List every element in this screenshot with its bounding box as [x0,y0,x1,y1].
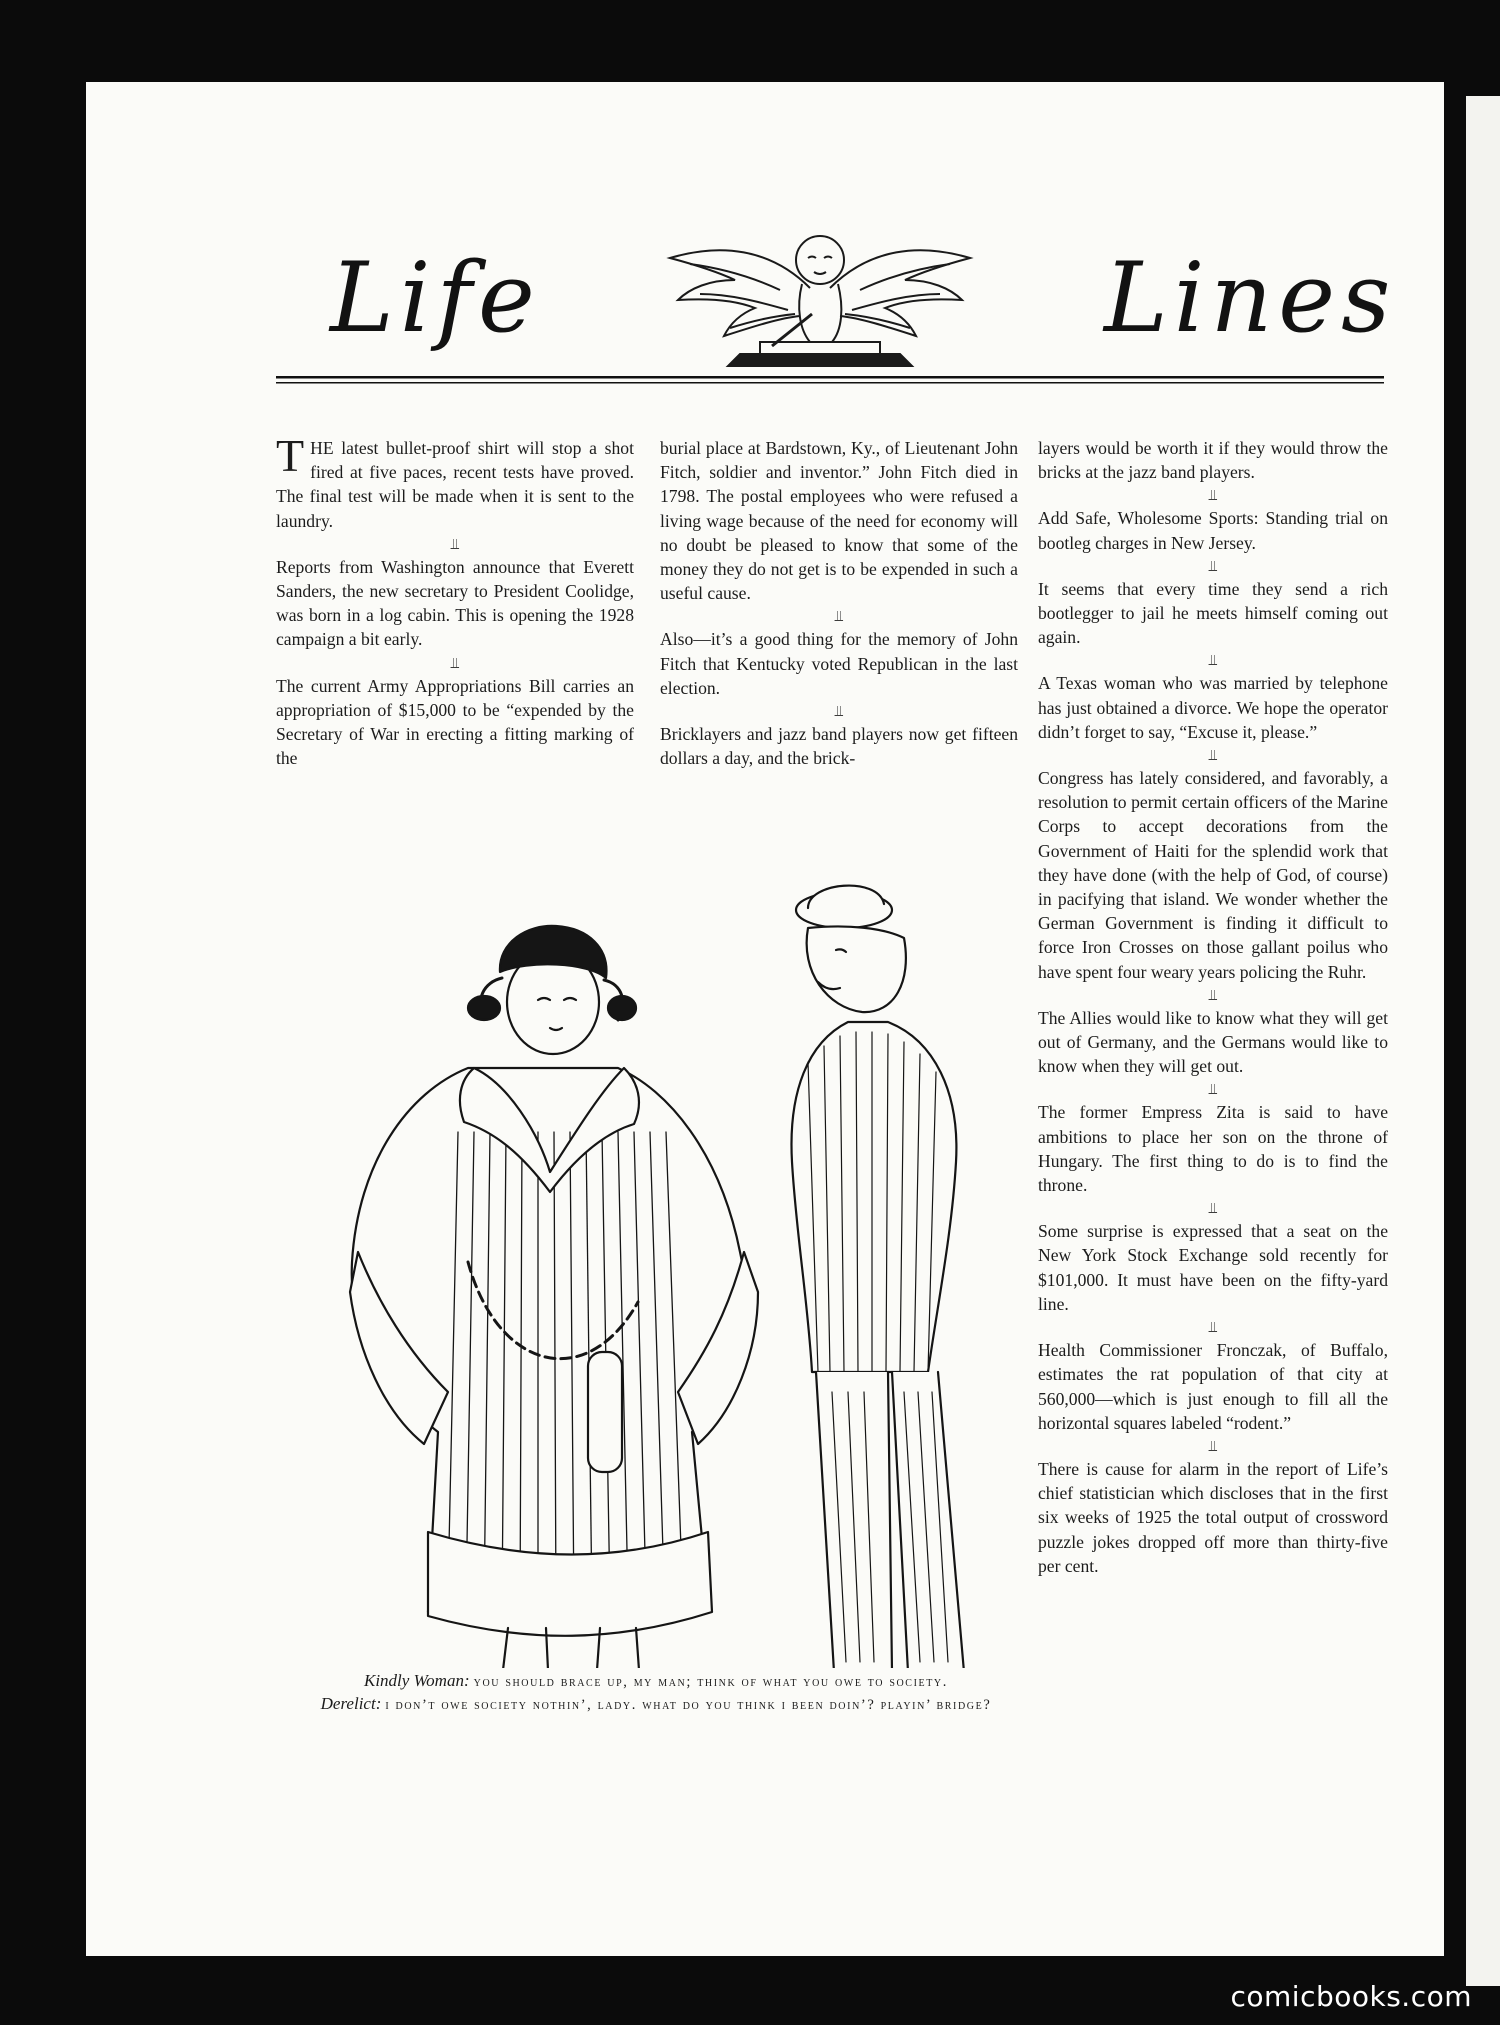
masthead-right-word: Lines [1104,242,1397,354]
item-paragraph: Health Commissioner Fronczak, of Buffalo, estimates the rat population of that city at 560,000—which is just enough to fill all the horizontal squares labeled “rodent.” [1038,1340,1388,1433]
adjacent-page-edge [1466,96,1500,1986]
item-paragraph: THE latest bullet-proof shirt will stop a shot fired at five paces, recent tests have proved. The final test will be made when it is sent to the laundry. [276,430,634,531]
item-separator: ⫫ [1208,1199,1218,1218]
item-separator: ⫫ [1208,746,1218,765]
masthead-left-word: Life [330,242,541,354]
item-paragraph: The current Army Appropriations Bill carries an appropriation of $15,000 to be “expended by the Secretary of War in erecting a fitting marking of the [276,675,634,769]
cartoon-caption [288,1670,1024,1716]
item-paragraph: layers would be worth it if they would throw the bricks at the jazz band players. [1038,438,1388,483]
item-separator: ⫫ [450,534,460,553]
text-column-3 [1038,436,1388,1578]
item-separator: ⫫ [1208,985,1218,1004]
item-paragraph: It seems that every time they send a rich bootlegger to jail he meets himself coming out again. [1038,578,1388,648]
cherub-emblem [660,218,980,378]
item-separator: ⫫ [1208,1080,1218,1099]
item-paragraph: Some surprise is expressed that a seat on the New York Stock Exchange sold recently for $101,000. It must have been on the fifty-yard line. [1038,1221,1388,1314]
item-paragraph: The former Empress Zita is said to have ambitions to place her son on the throne of Hungary. The first thing to do is to find the throne. [1038,1102,1388,1196]
item-paragraph: burial place at Bardstown, Ky., of Lieutenant John Fitch, soldier and inventor.” John Fitch died in 1798. The postal employees who were refused a living wage because of the need for economy will no doubt be pleased to know that some of the money they do not get is to be expended in such a useful cause. [660,438,1018,604]
cartoon-illustration [288,832,1024,1668]
item-separator: ⫫ [450,653,460,672]
item-separator: ⫫ [1208,1318,1218,1337]
drop-cap: T [276,430,305,481]
item-separator: ⫫ [834,702,844,721]
caption-speech: you should brace up, my man; think of what you owe to society. [473,1674,948,1690]
text-column-2 [660,436,1018,770]
item-paragraph: Add Safe, Wholesome Sports: Standing trial on bootleg charges in New Jersey. [1038,508,1388,553]
item-paragraph: A Texas woman who was married by telephone has just obtained a divorce. We hope the operator didn’t forget to say, “Excuse it, please.” [1038,673,1388,742]
item-paragraph: Reports from Washington announce that Everett Sanders, the new secretary to President Coolidge, was born in a log cabin. This is opening the 1928 campaign a bit early. [276,556,634,650]
item-paragraph: Also—it’s a good thing for the memory of John Fitch that Kentucky voted Republican in the last election. [660,629,1018,698]
item-paragraph: Bricklayers and jazz band players now get fifteen dollars a day, and the brick- [660,724,1018,769]
masthead-rule [276,374,1384,388]
text-column-1 [276,430,634,770]
caption-speaker: Kindly Woman: [364,1671,470,1690]
caption-speaker: Derelict: [320,1694,382,1713]
caption-speech: i don’t owe society nothin’, lady. what do you think i been doin’? playin’ bridge? [385,1697,992,1713]
item-separator: ⫫ [1208,651,1218,670]
item-paragraph: There is cause for alarm in the report of Life’s chief statistician which discloses that in the first six weeks of 1925 the total output of crossword puzzle jokes dropped off more than thirty-five per cent. [1038,1458,1388,1576]
item-separator: ⫫ [1208,556,1218,575]
watermark-text: comicbooks.com [1230,1980,1472,2013]
item-separator: ⫫ [1208,1436,1218,1455]
item-paragraph: The Allies would like to know what they will get out of Germany, and the Germans would like to know when they will get out. [1038,1007,1388,1077]
caption-line-2 [288,1693,1024,1716]
item-paragraph: Congress has lately considered, and favorably, a resolution to permit certain officers of the Marine Corps to accept decorations from the Government of Haiti for the splendid work that they have done (with the help of God, of course) in pacifying that island. We wonder whether the German Government is finding it difficult to force Iron Crosses on those gallant poilus who have spent four weary years policing the Ruhr. [1038,768,1388,982]
item-separator: ⫫ [1208,486,1218,505]
item-separator: ⫫ [834,607,844,626]
caption-line-1 [288,1670,1024,1693]
